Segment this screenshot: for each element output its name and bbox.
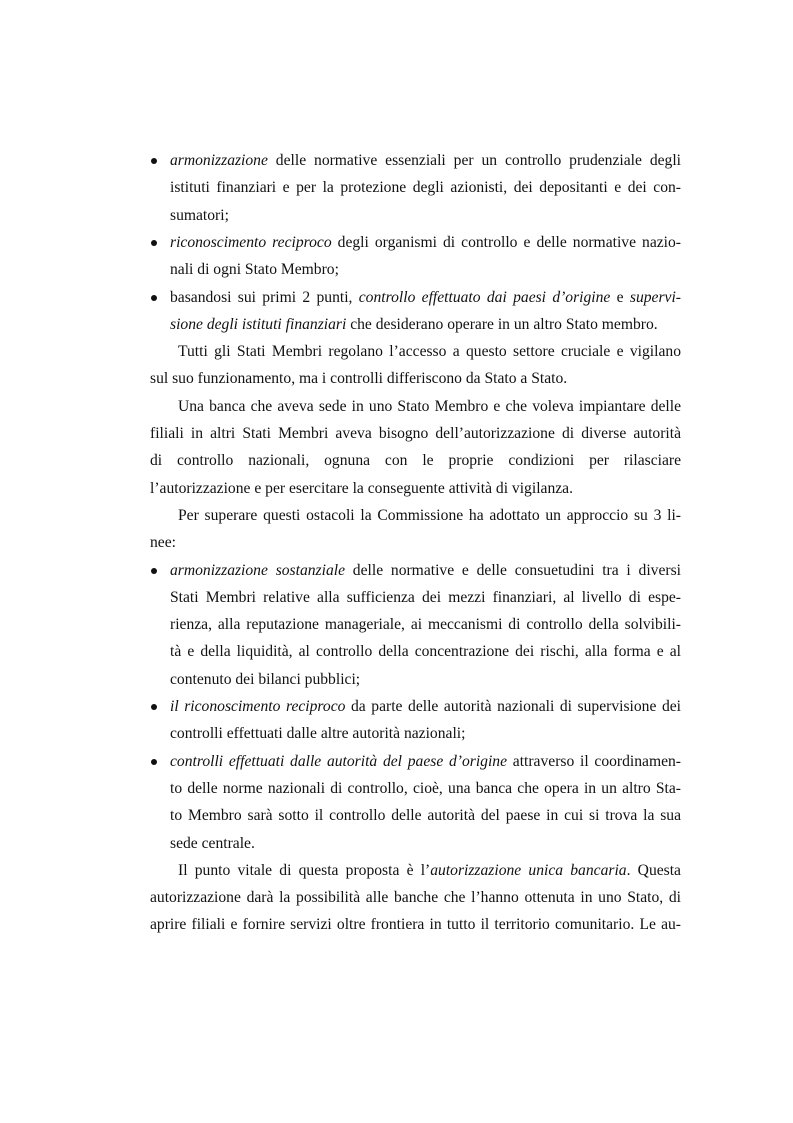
text-run: sul suo funzionamento, ma i controlli differiscono da Stato a Stato. xyxy=(150,370,568,388)
list-item-line xyxy=(170,834,681,854)
paragraph-line xyxy=(178,342,681,362)
text-run: Il punto vitale di questa proposta è l’ xyxy=(178,861,431,879)
text-run: nali di ogni Stato Membro; xyxy=(170,261,339,279)
text-run: e xyxy=(610,288,630,306)
text-run: Per superare questi ostacoli la Commissione ha adottato un approccio su 3 li- xyxy=(178,506,681,524)
bullet-icon xyxy=(151,158,157,164)
text-run: Tutti gli Stati Membri regolano l’accesso a questo settore cruciale e vigilano xyxy=(178,343,681,361)
list-item-line xyxy=(170,206,681,226)
text-run: filiali in altri Stati Membri aveva bisogno dell’autorizzazione di diverse autorità xyxy=(150,425,681,442)
text-run: contenuto dei bilanci pubblici; xyxy=(170,670,361,688)
text-run: nee: xyxy=(150,534,176,552)
list-item-line xyxy=(170,260,681,280)
text-run: aprire filiali e fornire servizi oltre frontiera in tutto il territorio comunitario. Le au- xyxy=(150,916,681,934)
emphasis-text: il riconoscimento reciproco xyxy=(170,698,346,715)
emphasis-text: controlli effettuati dalle autorità del paese d’origine xyxy=(170,752,508,770)
bullet-icon xyxy=(151,759,157,765)
paragraph-line xyxy=(150,369,681,389)
list-item-line xyxy=(170,178,681,198)
text-run: degli organismi di controllo e delle normative nazio- xyxy=(331,233,681,251)
bullet-icon xyxy=(151,240,157,246)
emphasis-text: riconoscimento reciproco xyxy=(170,233,332,251)
text-run: tà e della liquidità, al controllo della concentrazione dei rischi, alla forma e al xyxy=(170,643,681,661)
list-item-line xyxy=(170,233,681,253)
paragraph-line xyxy=(150,533,681,553)
paragraph-line xyxy=(150,915,681,935)
paragraph-line xyxy=(178,861,681,881)
text-run: Una banca che aveva sede in uno Stato Membro e che voleva impiantare delle xyxy=(178,397,681,415)
text-run: Stati Membri relative alla sufficienza dei mezzi finanziari, al livello di espe- xyxy=(170,588,681,606)
emphasis-text: armonizzazione xyxy=(170,152,268,169)
list-item-line xyxy=(170,151,681,171)
paragraph-line xyxy=(178,506,681,526)
bullet-icon xyxy=(151,704,157,710)
emphasis-text: autorizzazione unica bancaria xyxy=(430,861,627,879)
list-item-line xyxy=(170,288,681,308)
list-item-line xyxy=(170,561,681,581)
text-run: . Questa xyxy=(626,861,681,879)
text-run: delle normative e delle consuetudini tra i diversi xyxy=(345,561,681,579)
text-run: to Membro sarà sotto il controllo delle autorità del paese in cui si trova la sua xyxy=(170,807,681,825)
emphasis-text: supervi- xyxy=(629,288,681,306)
text-run: delle normative essenziali per un controllo prudenziale degli xyxy=(267,152,681,169)
paragraph-line xyxy=(150,888,681,908)
list-item-line xyxy=(170,642,681,662)
list-item-line xyxy=(170,752,681,772)
paragraph-line xyxy=(178,397,681,417)
paragraph-line xyxy=(150,424,681,444)
text-run: istituti finanziari e per la protezione degli azionisti, dei depositanti e dei con- xyxy=(170,179,681,197)
text-run: attraverso il coordinamen- xyxy=(507,752,681,770)
bullet-icon xyxy=(151,295,157,301)
bullet-icon xyxy=(151,568,157,574)
emphasis-text: controllo effettuato dai paesi d’origine xyxy=(358,288,611,306)
text-run: controlli effettuati dalle altre autorità nazionali; xyxy=(170,725,466,743)
text-run: autorizzazione darà la possibilità alle banche che l’hanno ottenuta in uno Stato, di xyxy=(150,889,681,907)
emphasis-text: armonizzazione sostanziale xyxy=(170,561,346,579)
text-run: sede centrale. xyxy=(170,834,255,852)
text-run: che desiderano operare in un altro Stato membro. xyxy=(346,315,658,333)
list-item-line xyxy=(170,588,681,608)
text-run: to delle norme nazionali di controllo, cioè, una banca che opera in un altro Sta- xyxy=(170,779,681,797)
text-run: da parte delle autorità nazionali di supervisione dei xyxy=(345,698,682,715)
emphasis-text: sione degli istituti finanziari xyxy=(170,315,347,333)
list-item-line xyxy=(170,670,681,690)
text-run: rienza, alla reputazione manageriale, ai meccanismi di controllo della solvibili- xyxy=(170,616,681,634)
list-item-line xyxy=(170,615,681,635)
text-run: sumatori; xyxy=(170,206,229,224)
list-item-line xyxy=(170,806,681,826)
list-item-line xyxy=(170,697,681,717)
text-run: basandosi sui primi 2 punti, xyxy=(170,288,359,306)
paragraph-line xyxy=(150,479,681,499)
paragraph-line xyxy=(150,451,681,471)
list-item-line xyxy=(170,779,681,799)
text-run: di controllo nazionali, ognuna con le proprie condizioni per rilasciare xyxy=(150,452,681,470)
text-run: l’autorizzazione e per esercitare la conseguente attività di vigilanza. xyxy=(150,479,573,497)
list-item-line xyxy=(170,724,681,744)
list-item-line xyxy=(170,315,681,335)
